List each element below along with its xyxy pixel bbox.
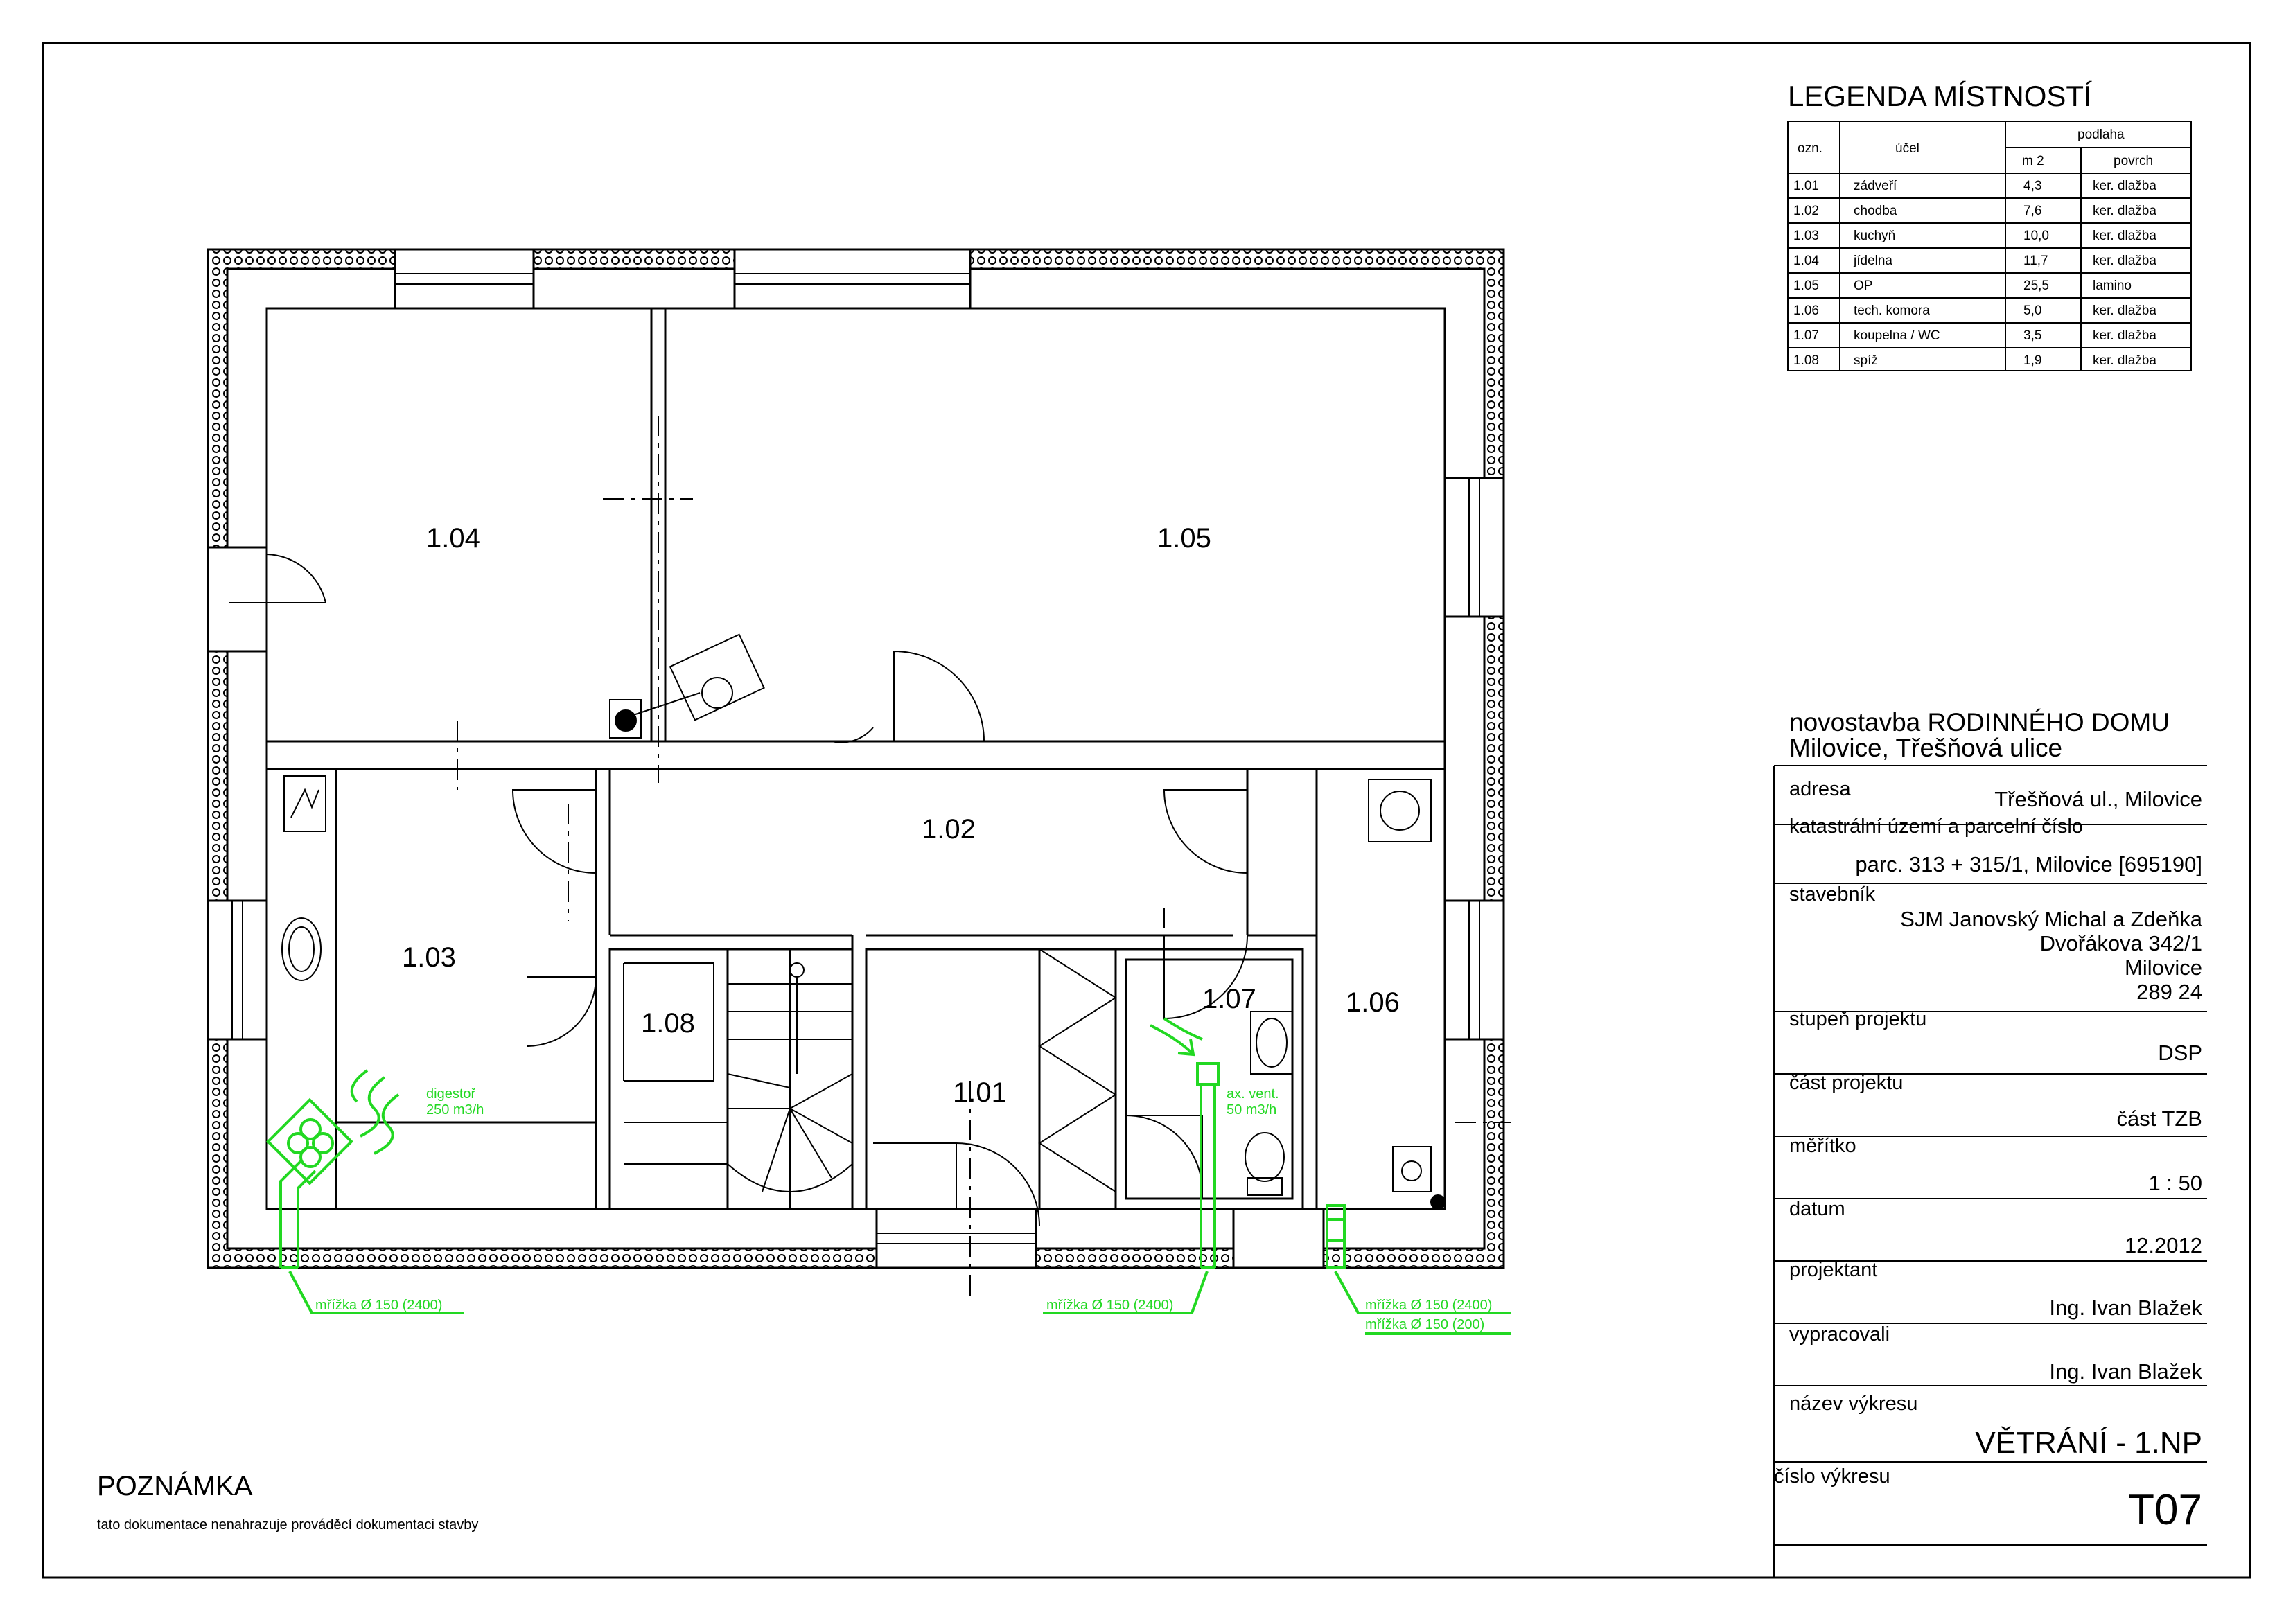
legend-purpose: tech. komora (1854, 303, 1930, 318)
legend-area: 11,7 (2023, 254, 2048, 268)
room-label-104: 1.04 (426, 523, 480, 554)
legend-purpose: jídelna (1854, 254, 1892, 268)
staircase (728, 949, 852, 1209)
legend-surface: ker. dlažba (2093, 303, 2156, 318)
date-label: datum (1789, 1198, 1845, 1220)
note-title: POZNÁMKA (97, 1471, 253, 1501)
legend-code: 1.06 (1793, 303, 1819, 318)
builder-line-2: Dvořákova 342/1 (2039, 931, 2202, 955)
legend-surface: ker. dlažba (2093, 179, 2156, 193)
note (97, 1470, 478, 1533)
legend-row (1793, 229, 2156, 243)
cadastre-label: katastrální území a parcelní číslo (1789, 815, 2083, 838)
legend-purpose: chodba (1854, 204, 1897, 218)
note-text: tato dokumentace nenahrazuje prováděcí dokumentaci stavby (97, 1517, 479, 1533)
ventilation-system (268, 1018, 1511, 1334)
legend-area: 7,6 (2023, 204, 2042, 218)
bath-fan (1197, 1063, 1218, 1084)
project-title-2: Milovice, Třešňová ulice (1789, 734, 2063, 762)
legend-header-floor: podlaha (2077, 127, 2125, 142)
builder-label: stavebník (1789, 883, 1876, 906)
legend-area: 10,0 (2023, 229, 2049, 243)
drawing-number-label: číslo výkresu (1774, 1465, 1890, 1488)
room-label-106: 1.06 (1346, 987, 1400, 1018)
legend-surface: ker. dlažba (2093, 204, 2156, 218)
room-label-101: 1.01 (953, 1077, 1007, 1108)
legend-code: 1.02 (1793, 204, 1819, 218)
drawing-name-value: VĚTRÁNÍ - 1.NP (1975, 1426, 2202, 1460)
prepared-label: vypracovali (1789, 1323, 1890, 1345)
legend-header-area: m 2 (2022, 154, 2044, 168)
grille-label-mid: mřížka Ø 150 (2400) (1046, 1298, 1174, 1313)
legend-surface: ker. dlažba (2093, 229, 2156, 243)
legend-purpose: kuchyň (1854, 229, 1896, 243)
prepared-value: Ing. Ivan Blažek (2049, 1359, 2202, 1384)
room-label-105: 1.05 (1157, 523, 1211, 554)
legend-code: 1.04 (1793, 254, 1819, 268)
address-value: Třešňová ul., Milovice (1994, 787, 2202, 811)
legend-purpose: spíž (1854, 353, 1878, 368)
scale-value: 1 : 50 (2148, 1171, 2202, 1195)
legend-purpose: koupelna / WC (1854, 328, 1940, 343)
drawing-name-label: název výkresu (1789, 1393, 1918, 1415)
doors (229, 554, 1247, 1226)
part-label: část projektu (1789, 1072, 1904, 1094)
stage-label: stupeň projektu (1789, 1008, 1927, 1030)
legend-row (1793, 179, 2156, 193)
legend-row (1793, 303, 2156, 318)
legend-area: 4,3 (2023, 179, 2042, 193)
builder-line-3: Milovice (2125, 955, 2202, 980)
legend-row (1793, 254, 2156, 268)
windows (208, 249, 1504, 1268)
title-block (1774, 708, 2207, 1578)
legend-surface: ker. dlažba (2093, 353, 2156, 368)
hood-label-flow: 250 m3/h (426, 1102, 484, 1118)
grille-label-left: mřížka Ø 150 (2400) (315, 1298, 443, 1313)
legend-purpose: zádveří (1854, 179, 1897, 193)
legend-area: 5,0 (2023, 303, 2042, 318)
opening-centerlines (457, 416, 1511, 1296)
date-value: 12.2012 (2124, 1233, 2202, 1257)
legend-purpose: OP (1854, 279, 1873, 293)
legend-code: 1.08 (1793, 353, 1819, 368)
cadastre-value: parc. 313 + 315/1, Milovice [695190] (1855, 852, 2202, 876)
grille-label-right-2: mřížka Ø 150 (200) (1365, 1317, 1485, 1332)
legend-area: 3,5 (2023, 328, 2042, 343)
project-title-1: novostavba RODINNÉHO DOMU (1789, 708, 2170, 736)
legend-area: 1,9 (2023, 353, 2042, 368)
legend-area: 25,5 (2023, 279, 2049, 293)
exterior-wall-inner (227, 269, 1484, 1248)
room-labels (402, 523, 1400, 1108)
room-label-107: 1.07 (1202, 984, 1256, 1014)
builder-line-1: SJM Janovský Michal a Zdeňka (1900, 907, 2202, 931)
legend-header-purpose: účel (1895, 141, 1919, 156)
legend-row (1793, 328, 2156, 343)
legend-header-code: ozn. (1798, 141, 1822, 156)
hood-unit (268, 1100, 351, 1183)
legend-code: 1.01 (1793, 179, 1819, 193)
grille-label-right-1: mřížka Ø 150 (2400) (1365, 1298, 1493, 1313)
legend-surface: lamino (2093, 279, 2132, 293)
drawing-number-value: T07 (2128, 1486, 2202, 1534)
floor-plan (208, 249, 1511, 1334)
legend-code: 1.03 (1793, 229, 1819, 243)
room-label-103: 1.03 (402, 942, 456, 973)
room-label-102: 1.02 (922, 814, 976, 845)
legend-header-surface: povrch (2114, 154, 2154, 168)
hood-label-name: digestoř (426, 1086, 476, 1102)
pantry-shelves (624, 963, 728, 1164)
legend-surface: ker. dlažba (2093, 254, 2156, 268)
fan-label-flow: 50 m3/h (1227, 1102, 1277, 1118)
designer-label: projektant (1789, 1259, 1878, 1281)
room-label-108: 1.08 (641, 1008, 695, 1039)
exterior-insulation (208, 249, 1504, 1268)
legend-row (1793, 204, 2156, 218)
legend-code: 1.07 (1793, 328, 1819, 343)
legend-surface: ker. dlažba (2093, 328, 2156, 343)
legend-row (1793, 353, 2156, 368)
stage-value: DSP (2158, 1041, 2202, 1065)
builder-line-4: 289 24 (2136, 980, 2202, 1004)
scale-label: měřítko (1789, 1135, 1856, 1157)
part-value: část TZB (2116, 1106, 2202, 1131)
legend-title: LEGENDA MÍSTNOSTÍ (1788, 80, 2092, 112)
room-legend (1788, 80, 2191, 371)
legend-code: 1.05 (1793, 279, 1819, 293)
address-label: adresa (1789, 778, 1851, 800)
fan-label-name: ax. vent. (1227, 1086, 1279, 1102)
designer-value: Ing. Ivan Blažek (2049, 1296, 2202, 1320)
